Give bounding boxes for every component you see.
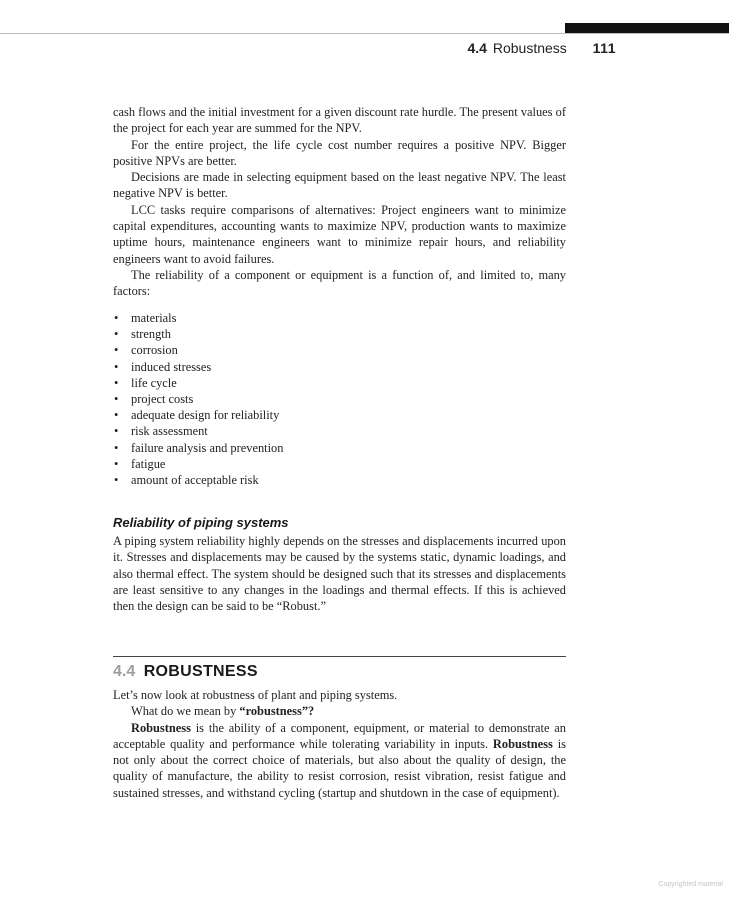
list-item — [113, 342, 566, 358]
bullet: • — [114, 392, 119, 407]
paragraph: The reliability of a component or equipment is a function of, and limited to, many factors: — [113, 267, 566, 299]
list-item — [113, 440, 566, 456]
piping-reliability-heading: Reliability of piping systems — [113, 515, 289, 530]
list-item-text: adequate design for reliability — [131, 408, 280, 423]
list-item-text: risk assessment — [131, 424, 208, 439]
list-item-text: strength — [131, 327, 171, 342]
paragraph: A piping system reliability highly depends on the stresses and displacements incurred upon it. Stresses and displacements may be caused by the systems static, dynamic loadings, and also thermal effect. The system should be designed such that its stresses and displacements are least sensitive to any changes in the loadings and thermal effects. If this is achieved then the design can be said to be “Robust.” — [113, 534, 566, 614]
definition-text: is the ability of a component, equipment, or material to demonstrate an acceptable quality and performance while tolerating variability in inputs. — [113, 720, 566, 751]
list-item — [113, 456, 566, 472]
list-item-text: induced stresses — [131, 359, 212, 374]
question-lead: What do we mean by — [131, 704, 240, 719]
section-heading-number: 4.4 — [113, 663, 136, 680]
running-head-section-number: 4.4 — [467, 40, 487, 56]
robustness-section-body — [113, 687, 566, 801]
list-item — [113, 391, 566, 407]
list-item — [113, 423, 566, 439]
running-head — [300, 38, 616, 58]
header-rule — [0, 33, 729, 34]
paragraph — [113, 703, 566, 719]
bullet: • — [114, 375, 119, 390]
bullet: • — [114, 440, 119, 455]
paragraph: Decisions are made in selecting equipment based on the least negative NPV. The least negative NPV is better. — [113, 170, 566, 201]
paragraph: Let’s now look at robustness of plant and piping systems. — [113, 688, 398, 702]
section-heading — [113, 661, 566, 683]
opening-paragraphs — [113, 104, 566, 300]
piping-reliability-section — [113, 533, 566, 614]
list-item-text: failure analysis and prevention — [131, 440, 284, 455]
definition-text-2: is not only about the correct choice of materials, but also about the quality of design, the quality of manufacture, the ability to resist corrosion, resist vibration, resist fatigue and sustained stresses, and withstand cycling (startup and shutdown in the case of equipment). — [113, 736, 566, 800]
list-item — [113, 326, 566, 342]
bullet: • — [114, 473, 119, 488]
list-item-text: materials — [131, 311, 177, 325]
list-item-text: amount of acceptable risk — [131, 473, 259, 488]
definition-term-2: Robustness — [492, 736, 553, 751]
list-item-text: fatigue — [131, 456, 166, 471]
list-item-text: project costs — [131, 392, 194, 407]
section-divider — [113, 656, 566, 657]
list-item-text: corrosion — [131, 343, 178, 358]
definition-term: Robustness — [131, 720, 191, 735]
header-accent-bar — [565, 23, 729, 33]
paragraph: cash flows and the initial investment for a given discount rate hurdle. The present values of the project for each year are summed for the NPV. — [113, 105, 566, 136]
section-heading-title: ROBUSTNESS — [143, 663, 258, 680]
list-item — [113, 359, 566, 375]
list-item — [113, 310, 566, 326]
page-number: 111 — [592, 40, 616, 56]
paragraph: For the entire project, the life cycle cost number requires a positive NPV. Bigger positive NPVs are better. — [113, 137, 566, 168]
list-item-text: life cycle — [131, 375, 177, 390]
paragraph — [113, 720, 566, 801]
question-term: “robustness”? — [239, 704, 315, 719]
paragraph: LCC tasks require comparisons of alternatives: Project engineers want to minimize capital expenditures, accounting wants to maximize NPV, production wants to maximize uptime hours, maintenance engineers want to minimize repair hours, and reliability engineers want to avoid failures. — [113, 202, 566, 266]
running-head-section-name: Robustness — [492, 40, 567, 56]
bullet: • — [114, 408, 119, 423]
reliability-factors-list — [113, 310, 566, 488]
bullet: • — [114, 456, 119, 471]
list-item — [113, 407, 566, 423]
bullet: • — [114, 343, 119, 358]
bullet: • — [114, 327, 119, 342]
bullet: • — [114, 359, 119, 374]
bullet: • — [114, 424, 119, 439]
copyright-notice: Copyrighted material — [658, 881, 723, 888]
bullet: • — [114, 311, 119, 325]
list-item — [113, 472, 566, 488]
list-item — [113, 375, 566, 391]
